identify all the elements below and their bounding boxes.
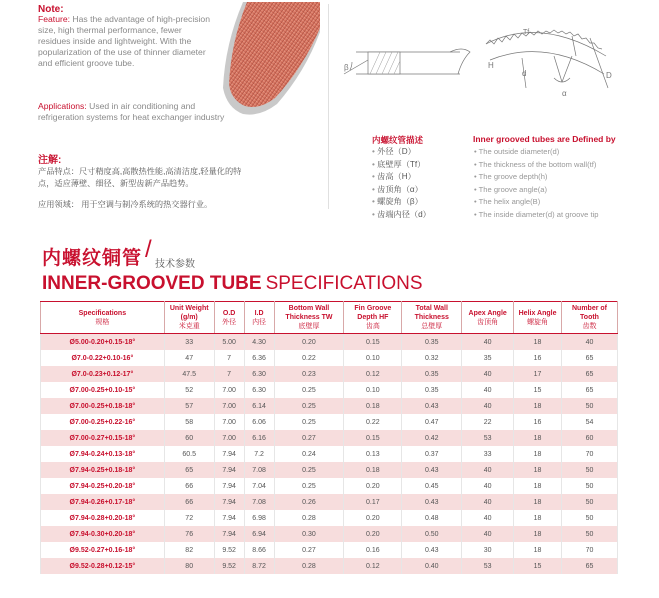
table-cell: 50 [562,398,618,414]
spec-table [40,301,618,574]
table-cell: 40 [462,334,514,351]
column-header-cn: 外径 [222,318,237,326]
table-cell: 47 [164,350,214,366]
table-row [41,398,618,414]
table-cell: 0.43 [402,398,462,414]
table-cell: 7 [214,350,244,366]
section-title-cn: 内螺纹铜管 [42,248,143,269]
column-header-cn: 米克重 [178,323,200,330]
table-cell: 0.50 [402,526,462,542]
beta-label: β [344,63,349,72]
table-cell: 15 [514,558,562,574]
table-cell: 40 [562,334,618,351]
table-cell: 18 [514,510,562,526]
table-cell: 0.15 [344,430,402,446]
table-cell: 50 [562,462,618,478]
table-row [41,446,618,462]
table-cell: 65 [562,382,618,398]
table-row [41,526,618,542]
table-body [41,334,618,575]
table-cell: 0.25 [274,398,344,414]
table-cell: 0.22 [274,350,344,366]
table-cell: 40 [462,526,514,542]
table-cell: 50 [562,510,618,526]
table-cell: 33 [462,446,514,462]
table-cell: 50 [562,526,618,542]
table-cell: 0.27 [274,542,344,558]
list-item: • The outside diameter(d) [474,146,599,159]
column-header [402,302,462,334]
table-cell: 0.25 [274,382,344,398]
spec-cell: Ø7.0-0.23+0.12-17° [41,366,165,382]
column-header [462,302,514,334]
table-cell: 0.45 [402,478,462,494]
table-cell: 7.94 [214,494,244,510]
outer-d-label: D [606,71,612,80]
table-cell: 7.94 [214,478,244,494]
table-cell: 0.20 [274,334,344,351]
feature-paragraph [38,14,216,69]
table-cell: 72 [164,510,214,526]
table-cell: 0.10 [344,382,402,398]
table-cell: 70 [562,446,618,462]
table-row [41,334,618,351]
table-row [41,494,618,510]
table-row [41,430,618,446]
spec-cell: Ø7.94-0.28+0.20-18° [41,510,165,526]
table-cell: 66 [164,494,214,510]
table-cell: 60.5 [164,446,214,462]
list-item: • 螺旋角（β） [372,196,431,209]
table-cell: 82 [164,542,214,558]
table-cell: 7 [214,366,244,382]
table-cell: 22 [462,414,514,430]
table-cell: 30 [462,542,514,558]
table-cell: 7.94 [214,510,244,526]
table-cell: 8.66 [244,542,274,558]
section-subtitle-cn: 技术参数 [155,259,195,270]
table-cell: 80 [164,558,214,574]
table-cell: 57 [164,398,214,414]
table-cell: 52 [164,382,214,398]
column-header-cn: 齿数 [582,323,597,330]
table-cell: 0.30 [274,526,344,542]
table-cell: 40 [462,462,514,478]
table-cell: 50 [562,494,618,510]
table-cell: 0.37 [402,446,462,462]
column-header-en: Apex Angle [468,309,507,317]
table-row [41,462,618,478]
table-cell: 50 [562,478,618,494]
table-cell: 47.5 [164,366,214,382]
table-row [41,558,618,574]
table-cell: 8.72 [244,558,274,574]
table-cell: 18 [514,446,562,462]
table-cell: 7.00 [214,398,244,414]
table-cell: 0.28 [274,558,344,574]
column-divider [328,4,329,209]
table-cell: 53 [462,558,514,574]
table-cell: 6.06 [244,414,274,430]
table-cell: 0.43 [402,494,462,510]
table-cell: 0.43 [402,542,462,558]
table-cell: 40 [462,382,514,398]
column-header-en: Unit Weight (g/m) [169,305,209,321]
section-title-en [42,273,423,295]
table-cell: 16 [514,414,562,430]
column-header-en: Total Wall Thickness [414,305,449,321]
table-cell: 4.30 [244,334,274,351]
column-header-en: Number of Tooth [572,305,607,321]
table-cell: 58 [164,414,214,430]
table-cell: 9.52 [214,558,244,574]
tf-label: Tf [523,29,530,36]
table-cell: 6.36 [244,350,274,366]
title-en-thin: SPECIFICATIONS [265,273,423,294]
table-cell: 53 [462,430,514,446]
column-header-cn: 底壁厚 [298,323,320,330]
table-row [41,414,618,430]
column-header [514,302,562,334]
feature-text: Has the advantage of high-precision size, high thermal performance, fewer residues inside and lightweight. With the popularization of the use of thinner diameter and efficient groove tube. [38,14,210,68]
list-item: • The helix angle(B) [474,196,599,209]
column-header-en: Specifications [78,309,127,317]
table-cell: 18 [514,478,562,494]
table-cell: 0.20 [344,478,402,494]
table-cell: 7.08 [244,494,274,510]
list-item: • The groove depth(h) [474,171,599,184]
table-cell: 18 [514,542,562,558]
table-header-row [41,302,618,334]
column-header-en: Fin Groove Depth HF [354,305,392,321]
spec-cell: Ø9.52-0.28+0.12-15° [41,558,165,574]
table-cell: 40 [462,398,514,414]
table-cell: 0.22 [344,414,402,430]
list-item: • 齿顶角（α） [372,184,431,197]
cn-note-title: 注解: [38,155,62,166]
column-header [274,302,344,334]
table-cell: 18 [514,430,562,446]
list-item: • The inside diameter(d) at groove tip [474,209,599,222]
title-en-bold: INNER-GROOVED TUBE [42,273,262,294]
column-header [244,302,274,334]
table-row [41,542,618,558]
table-cell: 54 [562,414,618,430]
table-row [41,478,618,494]
spec-cell: Ø7.94-0.30+0.20-18° [41,526,165,542]
table-cell: 18 [514,462,562,478]
table-cell: 0.15 [344,334,402,351]
table-cell: 7.04 [244,478,274,494]
column-header-en: O.D [222,309,236,317]
table-cell: 0.20 [344,510,402,526]
table-cell: 18 [514,494,562,510]
table-cell: 7.00 [214,414,244,430]
table-cell: 17 [514,366,562,382]
alpha-label: α [562,89,567,98]
table-cell: 0.43 [402,462,462,478]
table-cell: 18 [514,526,562,542]
en-definitions-list [474,146,599,222]
table-cell: 15 [514,382,562,398]
list-item: • The groove angle(a) [474,184,599,197]
table-cell: 0.20 [344,526,402,542]
spec-cell: Ø7.94-0.26+0.17-18° [41,494,165,510]
table-cell: 16 [514,350,562,366]
cn-definitions-list [372,146,431,222]
column-header [214,302,244,334]
table-cell: 0.35 [402,366,462,382]
table-cell: 60 [164,430,214,446]
table-cell: 0.16 [344,542,402,558]
table-cell: 0.12 [344,558,402,574]
spec-cell: Ø7.0-0.22+0.10-16° [41,350,165,366]
column-header [344,302,402,334]
column-header-cn: 总壁厚 [421,323,443,330]
spec-cell: Ø7.00-0.25+0.18-18° [41,398,165,414]
table-cell: 18 [514,334,562,351]
d-label: d [522,69,527,78]
table-cell: 0.35 [402,382,462,398]
spec-cell: Ø7.94-0.25+0.18-18° [41,462,165,478]
cn-applications-paragraph: 应用领域： 用于空调与制冷系统的热交器行业。 [38,200,213,209]
spec-cell: Ø7.00-0.25+0.22-16° [41,414,165,430]
table-row [41,382,618,398]
table-row [41,350,618,366]
table-cell: 0.35 [402,334,462,351]
applications-text: Used in air conditioning and refrigeration systems for heat exchanger industry [38,101,225,122]
table-cell: 6.98 [244,510,274,526]
column-header-cn: 齿高 [365,323,380,330]
table-cell: 0.13 [344,446,402,462]
table-cell: 6.94 [244,526,274,542]
table-cell: 0.27 [274,430,344,446]
table-cell: 9.52 [214,542,244,558]
table-cell: 0.25 [274,414,344,430]
grooved-tube-image [215,2,320,117]
spec-cell: Ø5.00-0.20+0.15-18° [41,334,165,351]
column-header-en: I.D [254,309,264,317]
table-cell: 7.08 [244,462,274,478]
table-cell: 0.25 [274,478,344,494]
table-cell: 66 [164,478,214,494]
table-cell: 60 [562,430,618,446]
table-cell: 40 [462,478,514,494]
table-cell: 0.28 [274,510,344,526]
table-cell: 6.30 [244,366,274,382]
table-cell: 7.94 [214,446,244,462]
table-cell: 0.42 [402,430,462,446]
table-cell: 0.25 [274,462,344,478]
table-cell: 33 [164,334,214,351]
list-item: • 齿端内径（d） [372,209,431,222]
feature-label: Feature: [38,14,71,24]
list-item: • The thickness of the bottom wall(tf) [474,159,599,172]
list-item: • 齿高（H） [372,171,431,184]
table-cell: 6.14 [244,398,274,414]
table-cell: 65 [562,558,618,574]
spec-cell: Ø7.00-0.27+0.15-18° [41,430,165,446]
table-cell: 0.18 [344,398,402,414]
table-cell: 6.30 [244,382,274,398]
column-header-cn: 螺旋角 [527,318,549,326]
column-header-en: Bottom Wall Thickness TW [285,305,333,321]
list-item: • 外径（D） [372,146,431,159]
table-cell: 70 [562,542,618,558]
note-title: Note: [38,4,64,15]
column-header-cn: 齿顶角 [477,318,499,326]
title-slash: / [145,236,152,263]
table-cell: 0.26 [274,494,344,510]
table-cell: 0.47 [402,414,462,430]
list-item: • 底壁厚（Tf） [372,159,431,172]
table-row [41,510,618,526]
spec-cell: Ø7.00-0.25+0.10-15° [41,382,165,398]
column-header [562,302,618,334]
arc-section [486,30,608,88]
table-cell: 0.40 [402,558,462,574]
column-header [164,302,214,334]
table-cell: 0.10 [344,350,402,366]
applications-paragraph [38,101,238,123]
table-cell: 7.94 [214,462,244,478]
table-cell: 18 [514,398,562,414]
table-cell: 7.00 [214,430,244,446]
applications-label: Applications: [38,101,87,111]
column-header-cn: 内径 [252,318,267,326]
cn-definitions-title: 内螺纹管描述 [372,135,424,145]
table-cell: 65 [164,462,214,478]
table-cell: 0.18 [344,462,402,478]
table-cell: 0.17 [344,494,402,510]
table-cell: 0.32 [402,350,462,366]
table-cell: 5.00 [214,334,244,351]
h-label: H [488,61,494,70]
table-cell: 40 [462,366,514,382]
table-cell: 0.12 [344,366,402,382]
table-cell: 65 [562,350,618,366]
table-cell: 7.94 [214,526,244,542]
spec-cell: Ø9.52-0.27+0.16-18° [41,542,165,558]
column-header-cn: 规格 [95,318,110,326]
table-cell: 40 [462,494,514,510]
column-header [41,302,165,334]
spec-cell: Ø7.94-0.25+0.20-18° [41,478,165,494]
table-cell: 76 [164,526,214,542]
column-header-en: Helix Angle [518,309,557,317]
groove-diagram [340,16,615,121]
table-cell: 0.23 [274,366,344,382]
table-cell: 35 [462,350,514,366]
table-cell: 40 [462,510,514,526]
en-definitions-title: Inner grooved tubes are Defined by [473,134,616,144]
spec-cell: Ø7.94-0.24+0.13-18° [41,446,165,462]
table-cell: 7.2 [244,446,274,462]
cn-feature-paragraph: 产品特点：尺寸精度高,高散热性能,高清洁度,轻量化的特点，适应薄壁、细径、新型齿新产品趋势。 [38,167,242,188]
table-cell: 7.00 [214,382,244,398]
table-cell: 0.48 [402,510,462,526]
tube-side-view [344,49,470,74]
table-cell: 0.24 [274,446,344,462]
table-cell: 65 [562,366,618,382]
table-row [41,366,618,382]
table-cell: 6.16 [244,430,274,446]
